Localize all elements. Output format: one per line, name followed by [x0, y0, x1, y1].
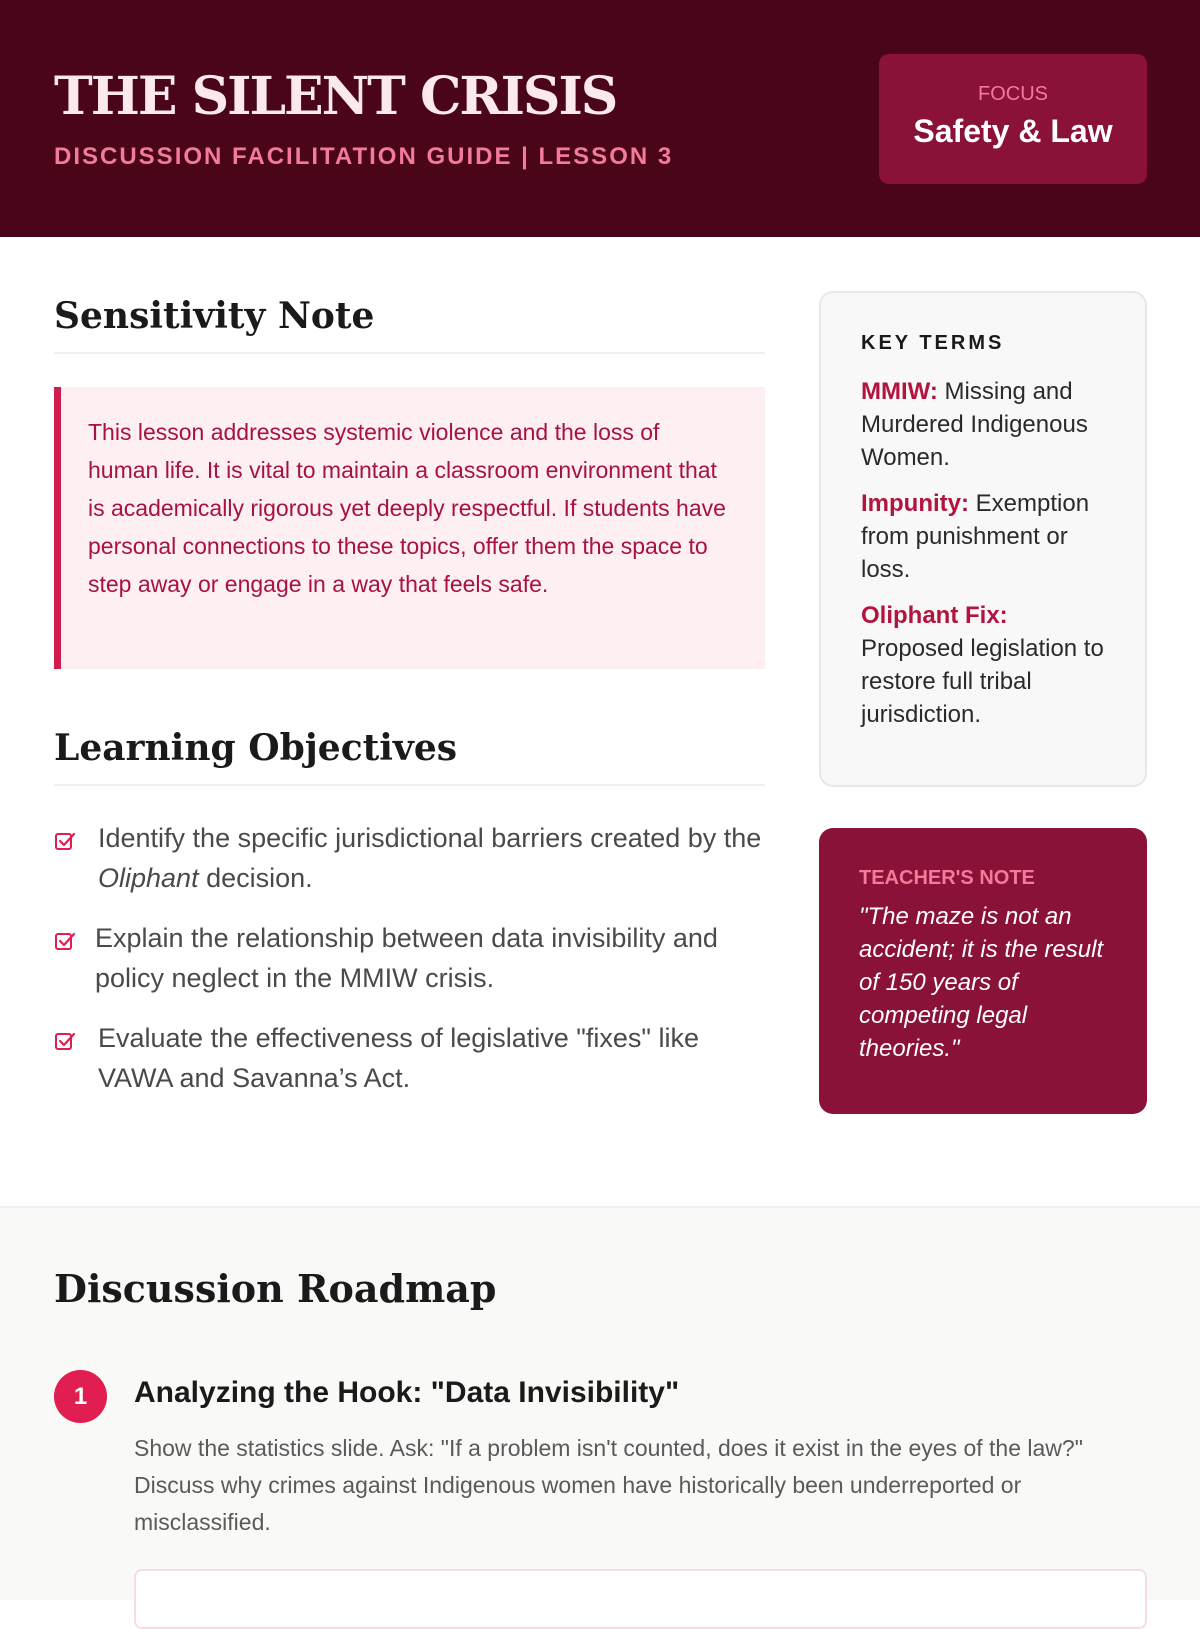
term-name: MMIW:	[861, 378, 938, 405]
focus-value: Safety & Law	[913, 113, 1113, 149]
step-number-badge: 1	[54, 1370, 107, 1423]
term-item	[861, 599, 1107, 731]
objective-text: Evaluate the effectiveness of legislative "fixes" like VAWA and Savanna’s Act.	[98, 1023, 699, 1093]
key-terms-heading: KEY TERMS	[861, 332, 1005, 354]
term-definition: Exemption from punishment or loss.	[861, 490, 1090, 583]
objectives-heading: Learning Objectives	[54, 726, 765, 786]
objective-item	[54, 1018, 774, 1098]
roadmap-heading: Discussion Roadmap	[54, 1266, 497, 1311]
focus-label: FOCUS	[978, 83, 1048, 105]
objective-text-end: decision.	[198, 863, 313, 893]
sensitivity-note: This lesson addresses systemic violence and the loss of human life. It is vital to maintain a classroom environment that is academically rigorous yet deeply respectful. If students have personal connections to these topics, offer them the space to step away or engage in a way that feels safe.	[54, 387, 765, 669]
key-terms-card	[819, 291, 1147, 787]
discussion-roadmap	[0, 1206, 1200, 1600]
term-definition: Missing and Murdered Indigenous Women.	[861, 378, 1088, 471]
teacher-note-quote: "The maze is not an accident; it is the result of 150 years of competing legal theories."	[859, 903, 1104, 1062]
objective-text: Explain the relationship between data invisibility and policy neglect in the MMIW crisis.	[95, 923, 718, 993]
page-header	[0, 0, 1200, 237]
term-item	[861, 375, 1107, 474]
term-item	[861, 487, 1107, 586]
term-name: Impunity:	[861, 490, 969, 517]
checkbox-icon	[54, 930, 76, 952]
step-content-panel	[134, 1569, 1147, 1629]
teacher-note-card	[819, 828, 1147, 1114]
objective-case-name: Oliphant	[98, 863, 199, 893]
step-title: Analyzing the Hook: "Data Invisibility"	[134, 1376, 680, 1409]
page-title: THE SILENT CRISIS	[54, 66, 617, 127]
term-definition: Proposed legislation to restore full tribal jurisdiction.	[861, 635, 1104, 728]
teacher-note-label: TEACHER'S NOTE	[859, 867, 1035, 889]
checkbox-icon	[54, 830, 76, 852]
objectives-list	[54, 818, 774, 1118]
objective-text-start: Identify the specific jurisdictional barriers created by the	[98, 823, 762, 853]
sensitivity-heading: Sensitivity Note	[54, 294, 765, 354]
page-subtitle: DISCUSSION FACILITATION GUIDE | LESSON 3	[54, 143, 674, 170]
step-description: Show the statistics slide. Ask: "If a problem isn't counted, does it exist in the eyes of the law?" Discuss why crimes against Indigenous women have historically been underreported or misclassified.	[134, 1435, 1083, 1535]
focus-badge	[879, 54, 1147, 184]
checkbox-icon	[54, 1030, 76, 1052]
objective-item	[54, 918, 774, 998]
objective-item	[54, 818, 774, 898]
term-name: Oliphant Fix:	[861, 602, 1008, 629]
